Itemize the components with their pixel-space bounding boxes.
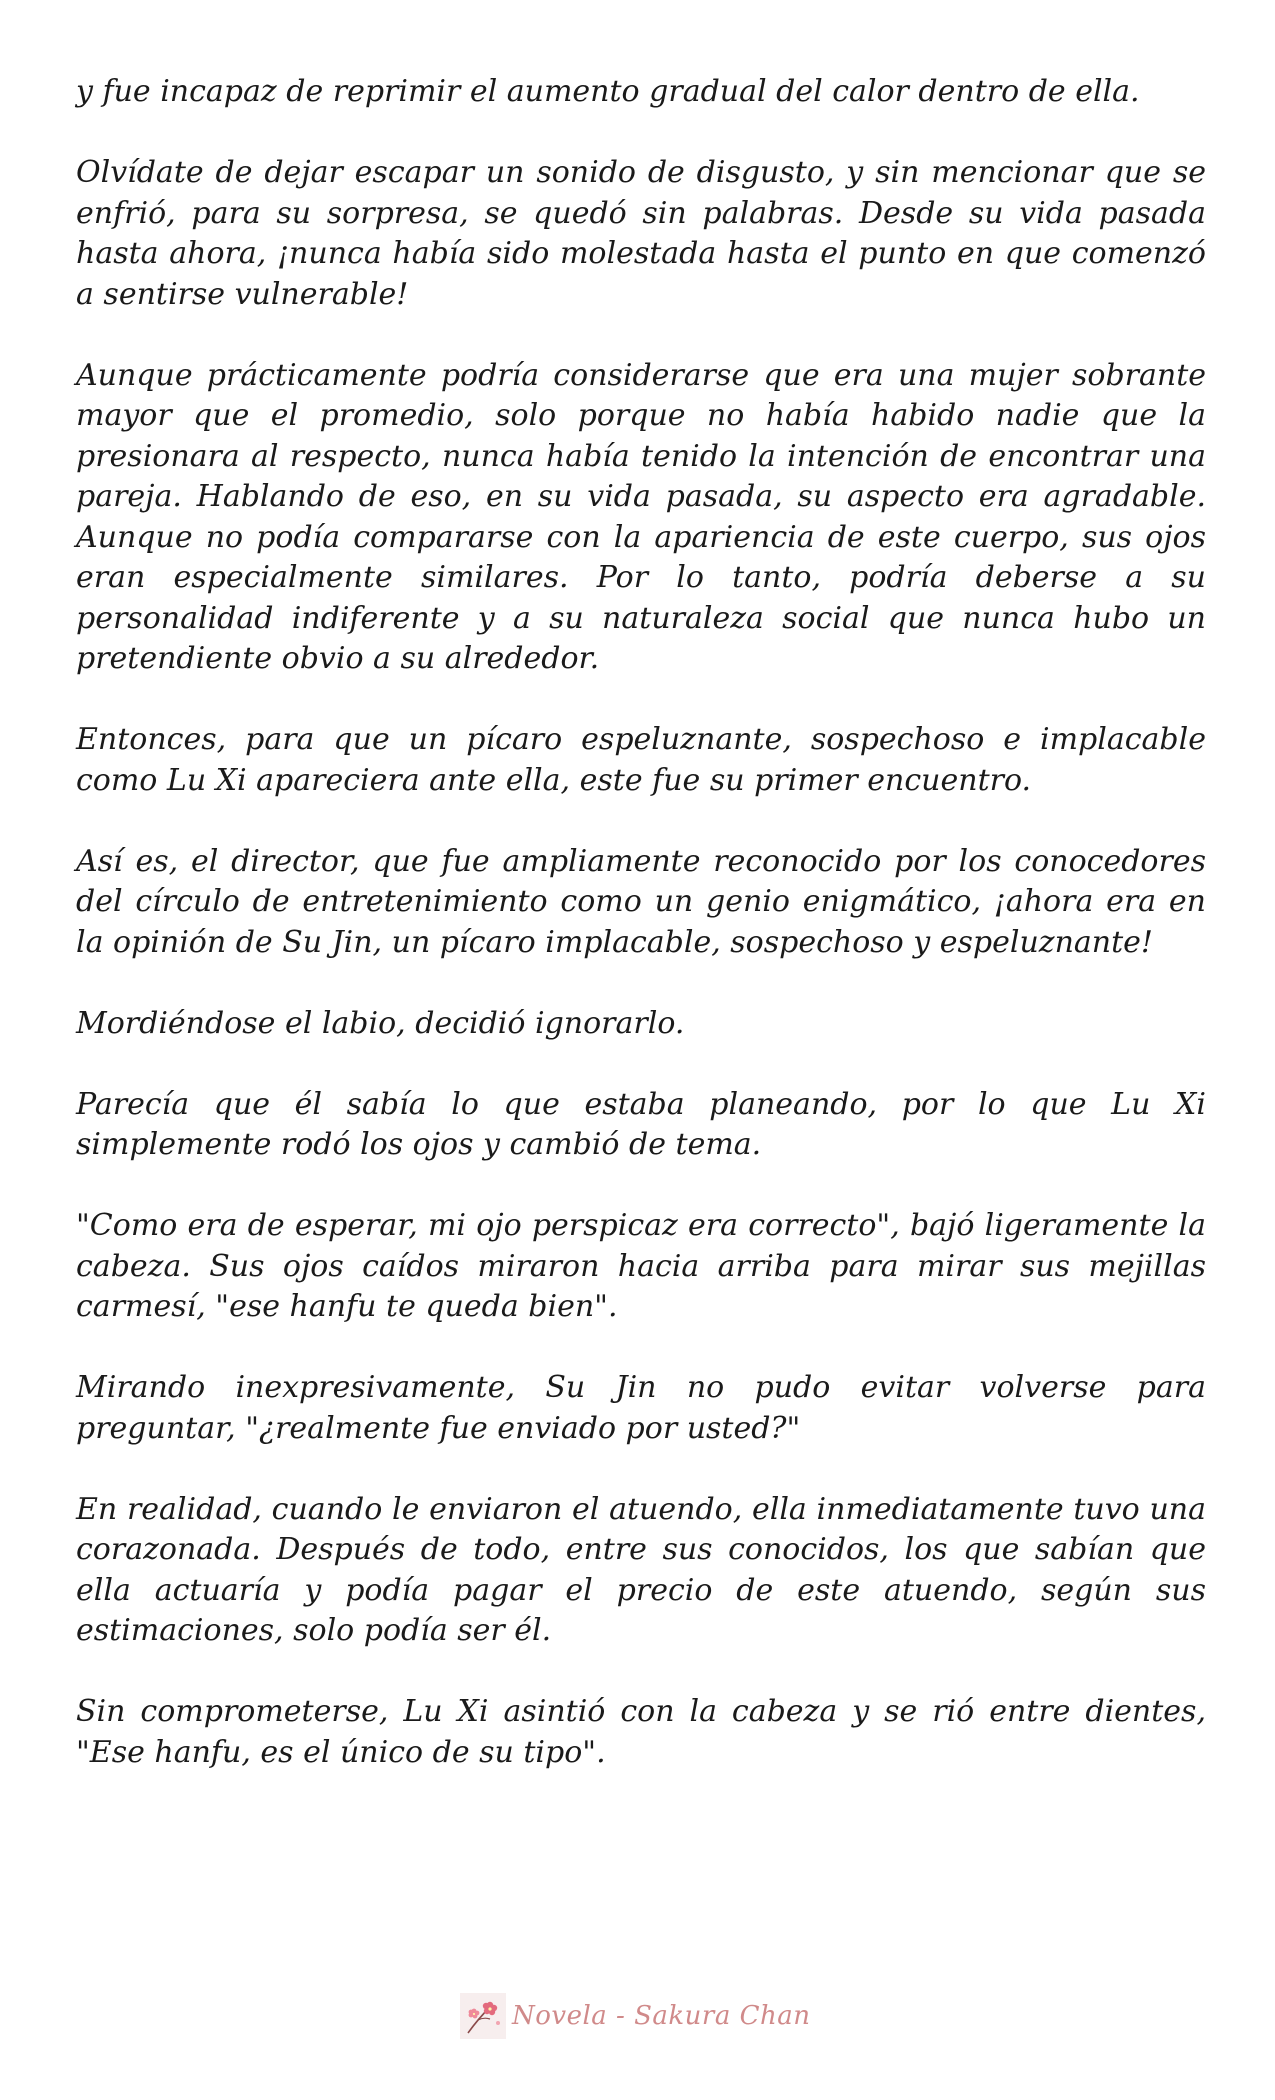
footer-watermark <box>460 1986 840 2046</box>
paragraph-9: Mirando inexpresivamente, Su Jin no pudo evitar volverse para preguntar, "¿realmente fue enviado por usted?" <box>76 1370 1206 1446</box>
paragraph-11: Sin comprometerse, Lu Xi asintió con la cabeza y se rió entre dientes, "Ese hanfu, es el único de su tipo". <box>76 1694 1206 1770</box>
paragraph-5: Así es, el director, que fue ampliamente reconocido por los conocedores del círculo de entretenimiento como un genio enigmático, ¡ahora era en la opinión de Su Jin, un pícaro implacable, sospechoso y espeluznante! <box>76 843 1206 960</box>
novel-text-body <box>76 72 1206 1814</box>
paragraph-7: Parecía que él sabía lo que estaba planeando, por lo que Lu Xi simplemente rodó los ojos y cambió de tema. <box>76 1086 1206 1162</box>
paragraph-1: y fue incapaz de reprimir el aumento gradual del calor dentro de ella. <box>76 74 1140 109</box>
paragraph-3: Aunque prácticamente podría considerarse que era una mujer sobrante mayor que el promedio, solo porque no había habido nadie que la presionara al respecto, nunca había tenido la intención de encontrar una pareja. Hablando de eso, en su vida pasada, su aspecto era agradable. Aunque no podía compararse con la apariencia de este cuerpo, sus ojos eran especialmente similares. Por lo tanto, podría deberse a su personalidad indiferente y a su naturaleza social que nunca hubo un pretendiente obvio a su alrededor. <box>76 357 1206 676</box>
paragraph-6: Mordiéndose el labio, decidió ignorarlo. <box>76 1005 685 1041</box>
watermark-text: Novela - Sakura Chan <box>512 2001 811 2031</box>
paragraph-10: En realidad, cuando le enviaron el atuendo, ella inmediatamente tuvo una corazonada. Después de todo, entre sus conocidos, los que sabían que ella actuaría y podía pagar el precio de este atuendo, según sus estimaciones, solo podía ser él. <box>76 1491 1206 1648</box>
paragraph-2: Olvídate de dejar escapar un sonido de disgusto, y sin mencionar que se enfrió, para su sorpresa, se quedó sin palabras. Desde su vida pasada hasta ahora, ¡nunca había sido molestada hasta el punto en que comenzó a sentirse vulnerable! <box>76 155 1206 312</box>
paragraph-8: "Como era de esperar, mi ojo perspicaz era correcto", bajó ligeramente la cabeza. Sus ojos caídos miraron hacia arriba para mirar sus mejillas carmesí, "ese hanfu te queda bien". <box>76 1208 1206 1324</box>
paragraph-4: Entonces, para que un pícaro espeluznante, sospechoso e implacable como Lu Xi apareciera ante ella, este fue su primer encuentro. <box>76 722 1206 798</box>
cherry-blossom-icon <box>460 1993 506 2039</box>
